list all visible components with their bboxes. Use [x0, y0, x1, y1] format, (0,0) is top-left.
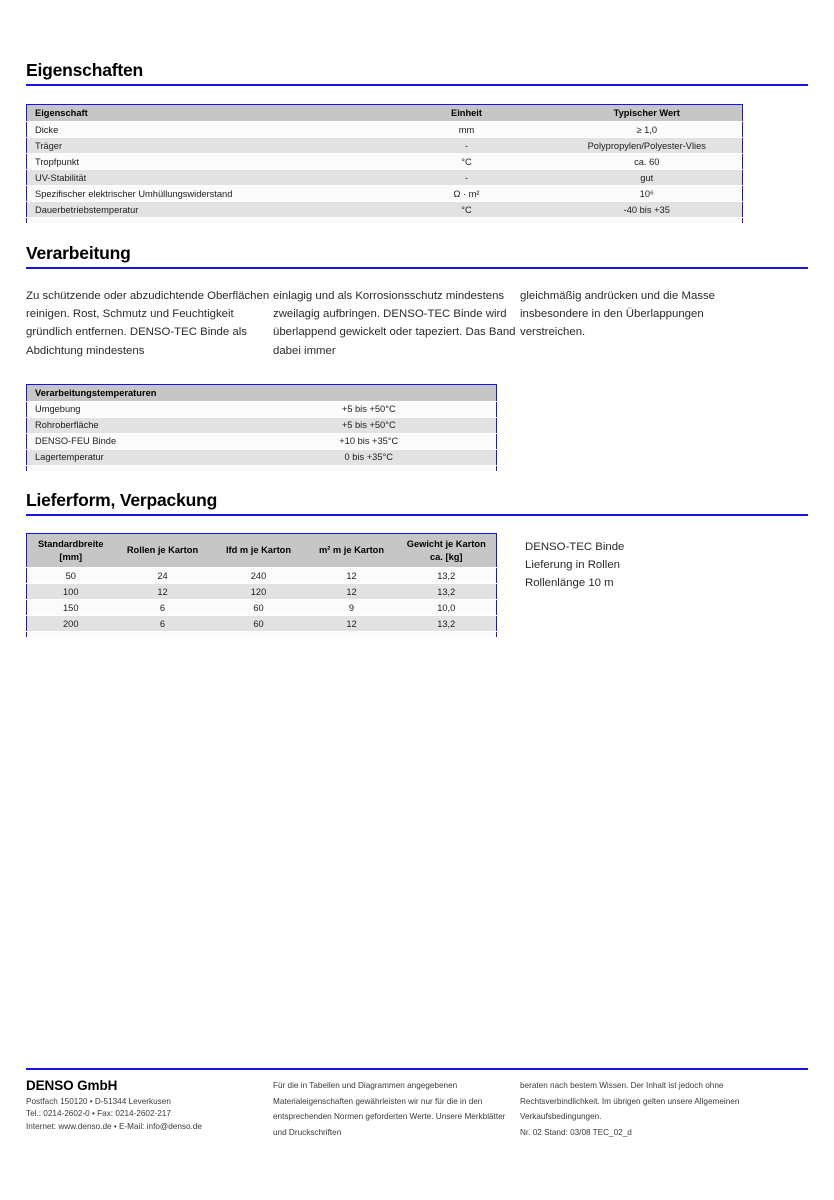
table-row: [27, 600, 497, 616]
table-row: [27, 122, 743, 138]
filler-cell: [382, 218, 552, 224]
section-title-verarbeitung: Verarbeitung: [26, 243, 131, 263]
note-line-1: DENSO-TEC Binde: [525, 541, 625, 553]
company-address: Postfach 150120 • D-51344 Leverkusen: [26, 1097, 171, 1106]
cell-standardbreite: 200: [27, 616, 115, 632]
company-phone: Tel.: 0214-2602-0 • Fax: 0214-2602-217: [26, 1109, 171, 1119]
table-row: [27, 449, 497, 465]
page-footer: [26, 1068, 808, 1140]
table-row: [27, 154, 743, 170]
filler-cell: [552, 218, 743, 224]
cell-property: Spezifischer elektrischer Umhüllungswiderstand: [27, 186, 382, 202]
cell-label: Umgebung: [27, 401, 242, 417]
cell-property: Träger: [27, 138, 382, 154]
table-verarbeitungstemperaturen: [26, 384, 497, 472]
col-header-lfd-m-je-karton: lfd m je Karton: [211, 534, 307, 568]
cell-lfd-m: 240: [211, 568, 307, 584]
table-row: [27, 433, 497, 449]
note-line-2: Lieferung in Rollen: [525, 559, 620, 572]
note-line-3: Rollenlänge 10 m: [525, 577, 614, 590]
section-rule: [26, 267, 808, 269]
lieferform-content: [26, 533, 808, 638]
disclaimer-text: beraten nach bestem Wissen. Der Inhalt ist jedoch ohne Rechtsverbindlichkeit. Im übrigen gelten unsere Allgemeinen Verkaufsbedingungen.: [520, 1081, 740, 1121]
footer-disclaimer-left: [273, 1078, 520, 1140]
verarbeitung-text-columns: [26, 287, 808, 360]
filler-cell: [115, 632, 211, 638]
col-header-einheit: Einheit: [382, 105, 552, 122]
table-header-row: [27, 384, 497, 401]
cell-label: Lagertemperatur: [27, 449, 242, 465]
cell-property: Tropfpunkt: [27, 154, 382, 170]
col-header-verarbeitungstemperaturen: Verarbeitungstemperaturen: [27, 384, 242, 401]
footer-columns: [26, 1078, 808, 1140]
cell-value: ≥ 1,0: [552, 122, 743, 138]
cell-unit: °C: [382, 202, 552, 218]
table-row: [27, 401, 497, 417]
cell-lfd-m: 60: [211, 616, 307, 632]
table-header-row: [27, 534, 497, 568]
document-reference: Nr. 02 Stand: 03/08 TEC_02_d: [520, 1127, 632, 1137]
filler-cell: [27, 465, 242, 471]
cell-rollen: 6: [115, 600, 211, 616]
table-row: [27, 616, 497, 632]
col-header-gewicht-je-karton: [397, 534, 497, 568]
cell-value: 0 bis +35°C: [242, 449, 497, 465]
verarbeitung-column-2: [273, 287, 520, 360]
table-header-row: [27, 105, 743, 122]
table-filler-row: [27, 465, 497, 471]
col-header-eigenschaft: Eigenschaft: [27, 105, 382, 122]
cell-unit: mm: [382, 122, 552, 138]
paragraph: Zu schützende oder abzudichtende Oberflächen reinigen. Rost, Schmutz und Feuchtigkeit gründlich entfernen. DENSO-TEC Binde als Abdichtung mindestens: [26, 290, 270, 357]
lieferform-note: [525, 533, 624, 593]
company-internet: Internet: www.denso.de • E-Mail: info@denso.de: [26, 1121, 202, 1131]
table-row: [27, 568, 497, 584]
table-filler-row: [27, 218, 743, 224]
disclaimer-text: Für die in Tabellen und Diagrammen angegebenen Materialeigenschaften gewährleisten wir nur für die in den entsprechenden Normen geforderten Werte. Unsere Merkblätter und Druckschriften: [273, 1081, 506, 1137]
table-row: [27, 186, 743, 202]
cell-value: +10 bis +35°C: [242, 433, 497, 449]
cell-m2: 12: [307, 616, 397, 632]
cell-standardbreite: 150: [27, 600, 115, 616]
col-header-m2-m-je-karton: m² m je Karton: [307, 534, 397, 568]
cell-value: Polypropylen/Polyester-Vlies: [552, 138, 743, 154]
paragraph: einlagig und als Korrosionsschutz mindestens zweilagig aufbringen. DENSO-TEC Binde wird überlappend gewickelt oder tapeziert. Das Band dabei immer: [273, 290, 516, 357]
section-eigenschaften: [26, 60, 808, 224]
section-verarbeitung: [26, 243, 808, 472]
col-header-empty: [242, 384, 497, 401]
filler-cell: [242, 465, 497, 471]
col-header-typischer-wert: Typischer Wert: [552, 105, 743, 122]
section-title-eigenschaften: Eigenschaften: [26, 60, 144, 80]
cell-property: UV-Stabilität: [27, 170, 382, 186]
table-eigenschaften: [26, 104, 743, 224]
cell-property: Dauerbetriebstemperatur: [27, 202, 382, 218]
footer-company-block: [26, 1078, 273, 1140]
header-line-1: Gewicht je Karton: [406, 539, 486, 549]
cell-m2: 12: [307, 568, 397, 584]
document-page: [26, 0, 808, 1200]
table-filler-row: [27, 632, 497, 638]
cell-unit: °C: [382, 154, 552, 170]
cell-value: -40 bis +35: [552, 202, 743, 218]
cell-unit: Ω · m²: [382, 186, 552, 202]
cell-unit: -: [382, 170, 552, 186]
paragraph: gleichmäßig andrücken und die Masse insbesondere in den Überlappungen verstreichen.: [520, 290, 716, 339]
cell-gewicht: 13,2: [397, 616, 497, 632]
section-title-lieferform: Lieferform, Verpackung: [26, 490, 218, 510]
table-row: [27, 584, 497, 600]
company-name: DENSO GmbH: [26, 1078, 118, 1093]
table-row: [27, 138, 743, 154]
footer-rule: [26, 1068, 808, 1070]
cell-property: Dicke: [27, 122, 382, 138]
table-row: [27, 170, 743, 186]
filler-cell: [27, 218, 382, 224]
table-row: [27, 202, 743, 218]
cell-standardbreite: 50: [27, 568, 115, 584]
filler-cell: [307, 632, 397, 638]
cell-value: 10⁶: [552, 186, 743, 202]
footer-disclaimer-right: [520, 1078, 767, 1140]
cell-label: DENSO-FEU Binde: [27, 433, 242, 449]
cell-m2: 9: [307, 600, 397, 616]
cell-gewicht: 13,2: [397, 568, 497, 584]
col-header-rollen-je-karton: Rollen je Karton: [115, 534, 211, 568]
header-line-1: Standardbreite: [37, 539, 104, 549]
cell-rollen: 12: [115, 584, 211, 600]
cell-standardbreite: 100: [27, 584, 115, 600]
verarbeitung-column-3: [520, 287, 767, 360]
cell-unit: -: [382, 138, 552, 154]
header-line-2: ca. [kg]: [429, 551, 463, 562]
cell-value: +5 bis +50°C: [242, 417, 497, 433]
cell-value: +5 bis +50°C: [242, 401, 497, 417]
filler-cell: [397, 632, 497, 638]
cell-value: gut: [552, 170, 743, 186]
section-rule: [26, 514, 808, 516]
cell-lfd-m: 60: [211, 600, 307, 616]
filler-cell: [211, 632, 307, 638]
cell-m2: 12: [307, 584, 397, 600]
section-rule: [26, 84, 808, 86]
header-line-2: [mm]: [59, 551, 83, 562]
filler-cell: [27, 632, 115, 638]
cell-gewicht: 13,2: [397, 584, 497, 600]
table-lieferform: [26, 533, 497, 638]
cell-lfd-m: 120: [211, 584, 307, 600]
cell-rollen: 24: [115, 568, 211, 584]
verarbeitung-column-1: [26, 287, 273, 360]
cell-gewicht: 10,0: [397, 600, 497, 616]
table-row: [27, 417, 497, 433]
col-header-standardbreite: [27, 534, 115, 568]
cell-rollen: 6: [115, 616, 211, 632]
cell-value: ca. 60: [552, 154, 743, 170]
section-lieferform: [26, 490, 808, 638]
cell-label: Rohroberfläche: [27, 417, 242, 433]
